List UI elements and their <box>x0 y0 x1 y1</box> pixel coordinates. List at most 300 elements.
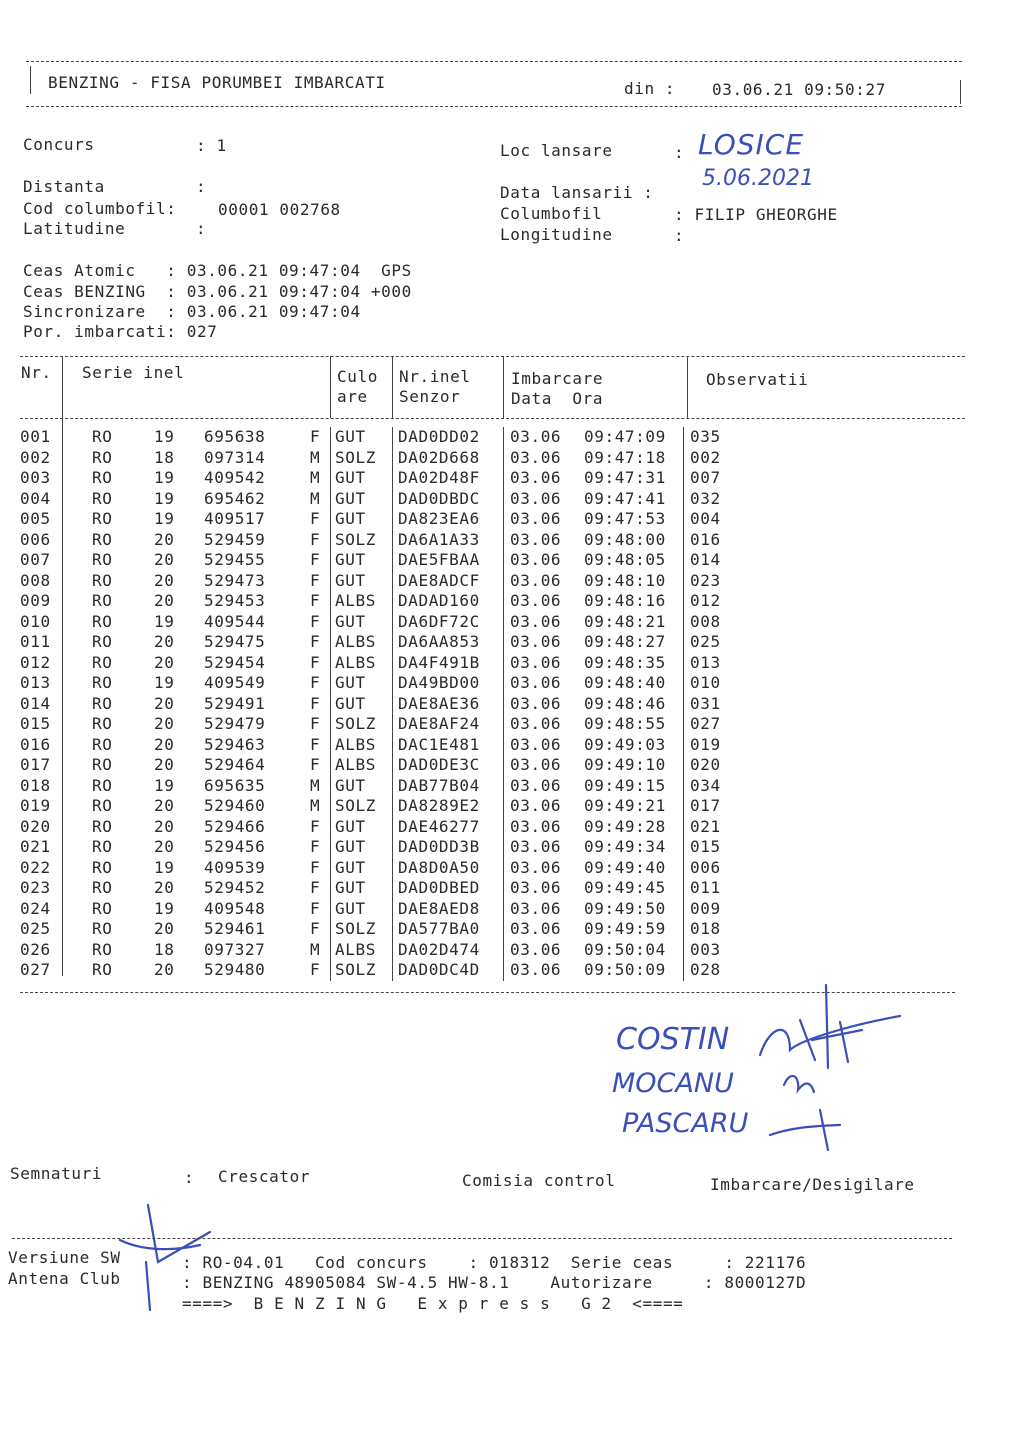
cell-obs: 016 <box>690 529 721 549</box>
cell-senzor: DAD0DE3C <box>398 755 480 774</box>
cell-data: 03.06 <box>510 447 562 467</box>
cell-ora: 09:49:10 <box>584 755 666 774</box>
cell-an: 19 <box>154 468 175 487</box>
cell-ora: 09:49:03 <box>584 734 666 754</box>
cell-serie: 529479 <box>204 714 266 733</box>
cell-nr: 009 <box>20 591 51 610</box>
cell-serie: 529473 <box>204 570 266 590</box>
cell-senzor: DAE46277 <box>398 816 480 836</box>
cell-serie: 529460 <box>204 796 266 815</box>
cell-senzor: DAD0DC4D <box>398 960 480 979</box>
cell-culoare: GUT <box>335 775 366 795</box>
cell-obs: 032 <box>690 488 721 508</box>
imbarcare-label: Imbarcare/Desigilare <box>710 1175 915 1194</box>
cell-serie: 529453 <box>204 591 266 610</box>
distanta-label: Distanta <box>23 177 105 196</box>
cell-data: 03.06 <box>510 857 562 877</box>
cell-serie: 097327 <box>204 939 266 959</box>
cell-culoare: ALBS <box>335 755 376 774</box>
cell-culoare: GUT <box>335 509 366 528</box>
header-culoare-2: are <box>337 387 368 406</box>
cell-data: 03.06 <box>510 509 562 528</box>
cell-an: 19 <box>154 509 175 528</box>
cell-obs: 017 <box>690 796 721 815</box>
cell-serie: 409542 <box>204 468 266 487</box>
cell-serie: 409544 <box>204 611 266 631</box>
cell-data: 03.06 <box>510 550 562 569</box>
cell-culoare: GUT <box>335 488 366 508</box>
cell-senzor: DADAD160 <box>398 591 480 610</box>
cell-tara: RO <box>92 570 113 590</box>
cell-obs: 010 <box>690 673 721 692</box>
cell-tara: RO <box>92 693 113 713</box>
cell-ora: 09:49:59 <box>584 919 666 938</box>
cell-an: 20 <box>154 837 175 856</box>
cell-serie: 529491 <box>204 693 266 713</box>
cell-an: 20 <box>154 919 175 938</box>
cell-nr: 002 <box>20 447 51 467</box>
distanta-value: : <box>196 177 207 196</box>
cell-data: 03.06 <box>510 673 562 692</box>
cell-data: 03.06 <box>510 939 562 959</box>
cell-culoare: GUT <box>335 427 366 446</box>
cell-culoare: GUT <box>335 570 366 590</box>
cell-ora: 09:48:40 <box>584 673 666 692</box>
cell-tara: RO <box>92 591 113 610</box>
cell-senzor: DA577BA0 <box>398 919 480 938</box>
cell-senzor: DAE5FBAA <box>398 550 480 569</box>
cell-sex: F <box>310 714 321 733</box>
cell-ora: 09:48:46 <box>584 693 666 713</box>
cell-nr: 006 <box>20 529 51 549</box>
cell-sex: F <box>310 591 321 610</box>
cell-an: 20 <box>154 755 175 774</box>
cell-nr: 024 <box>20 898 51 918</box>
cell-nr: 016 <box>20 734 51 754</box>
cell-an: 20 <box>154 529 175 549</box>
cell-an: 18 <box>154 447 175 467</box>
cell-obs: 035 <box>690 427 721 446</box>
cell-sex: F <box>310 898 321 918</box>
ceas-benzing: Ceas BENZING : 03.06.21 09:47:04 +000 <box>23 282 412 301</box>
latitudine-value: : <box>196 219 207 238</box>
cell-serie: 409549 <box>204 673 266 692</box>
cell-culoare: SOLZ <box>335 714 376 733</box>
cell-sex: M <box>310 488 321 508</box>
cell-senzor: DA6DF72C <box>398 611 480 631</box>
cell-obs: 008 <box>690 611 721 631</box>
cell-nr: 019 <box>20 796 51 815</box>
data-lansarii-handwritten: 5.06.2021 <box>702 166 814 191</box>
cell-tara: RO <box>92 488 113 508</box>
cell-senzor: DA8D0A50 <box>398 857 480 877</box>
cell-nr: 018 <box>20 775 51 795</box>
cell-data: 03.06 <box>510 837 562 856</box>
cell-ora: 09:50:04 <box>584 939 666 959</box>
comisia-label: Comisia control <box>462 1171 616 1190</box>
cell-sex: F <box>310 919 321 938</box>
cell-ora: 09:48:21 <box>584 611 666 631</box>
cell-nr: 001 <box>20 427 51 446</box>
cell-an: 19 <box>154 611 175 631</box>
header-nr-inel-1: Nr.inel <box>399 367 471 386</box>
cell-nr: 021 <box>20 837 51 856</box>
cell-an: 19 <box>154 427 175 446</box>
cell-an: 18 <box>154 939 175 959</box>
cell-senzor: DAE8AED8 <box>398 898 480 918</box>
cell-ora: 09:48:35 <box>584 652 666 672</box>
cell-obs: 004 <box>690 509 721 528</box>
cod-label: Cod columbofil: <box>23 199 177 218</box>
cell-culoare: GUT <box>335 468 366 487</box>
concurs-label: Concurs <box>23 135 95 154</box>
cell-senzor: DA02D48F <box>398 468 480 487</box>
cell-culoare: SOLZ <box>335 796 376 815</box>
cell-data: 03.06 <box>510 652 562 672</box>
cell-serie: 695638 <box>204 427 266 446</box>
cell-tara: RO <box>92 857 113 877</box>
cell-serie: 529463 <box>204 734 266 754</box>
cell-sex: F <box>310 529 321 549</box>
cell-an: 20 <box>154 693 175 713</box>
cell-sex: F <box>310 960 321 979</box>
sincronizare: Sincronizare : 03.06.21 09:47:04 <box>23 302 361 321</box>
header-culoare-1: Culo <box>337 367 378 386</box>
cell-culoare: GUT <box>335 693 366 713</box>
cell-nr: 027 <box>20 960 51 979</box>
cell-nr: 004 <box>20 488 51 508</box>
cell-culoare: GUT <box>335 611 366 631</box>
cell-nr: 026 <box>20 939 51 959</box>
longitudine-label: Longitudine <box>500 225 613 244</box>
cell-tara: RO <box>92 796 113 815</box>
cell-nr: 020 <box>20 816 51 836</box>
cell-an: 20 <box>154 734 175 754</box>
signature-mocanu: MOCANU <box>612 1068 734 1099</box>
loc-lansare-sep: : <box>674 143 685 162</box>
cell-an: 19 <box>154 857 175 877</box>
cell-tara: RO <box>92 529 113 549</box>
cell-data: 03.06 <box>510 591 562 610</box>
cell-culoare: ALBS <box>335 591 376 610</box>
cell-culoare: GUT <box>335 816 366 836</box>
cell-tara: RO <box>92 919 113 938</box>
cell-data: 03.06 <box>510 632 562 651</box>
cell-serie: 529475 <box>204 632 266 651</box>
header-imbarcare-1: Imbarcare <box>511 369 604 388</box>
cell-serie: 409548 <box>204 898 266 918</box>
cell-nr: 015 <box>20 714 51 733</box>
cell-tara: RO <box>92 447 113 467</box>
cell-culoare: ALBS <box>335 734 376 754</box>
cell-senzor: DAD0DBED <box>398 878 480 897</box>
cell-an: 20 <box>154 591 175 610</box>
cell-culoare: GUT <box>335 857 366 877</box>
cell-sex: F <box>310 755 321 774</box>
cell-data: 03.06 <box>510 796 562 815</box>
cell-tara: RO <box>92 960 113 979</box>
cell-sex: F <box>310 570 321 590</box>
benzing-express-banner: ====> B E N Z I N G E x p r e s s G 2 <==== <box>182 1294 684 1313</box>
cell-nr: 005 <box>20 509 51 528</box>
cell-ora: 09:49:45 <box>584 878 666 897</box>
cell-obs: 007 <box>690 468 721 487</box>
cell-senzor: DA6A1A33 <box>398 529 480 549</box>
versiune-sw-label: Versiune SW <box>8 1248 121 1267</box>
cell-tara: RO <box>92 611 113 631</box>
cell-ora: 09:47:09 <box>584 427 666 446</box>
cell-ora: 09:49:15 <box>584 775 666 795</box>
porumbei-imbarcati: Por. imbarcati: 027 <box>23 322 218 341</box>
columbofil-label: Columbofil <box>500 204 603 223</box>
cell-sex: M <box>310 447 321 467</box>
cell-sex: M <box>310 796 321 815</box>
document-title: BENZING - FISA PORUMBEI IMBARCATI <box>48 73 386 92</box>
cell-data: 03.06 <box>510 427 562 446</box>
cell-serie: 529454 <box>204 652 266 672</box>
cell-tara: RO <box>92 673 113 692</box>
cell-nr: 025 <box>20 919 51 938</box>
cell-an: 20 <box>154 960 175 979</box>
cell-tara: RO <box>92 837 113 856</box>
cell-nr: 013 <box>20 673 51 692</box>
cell-obs: 002 <box>690 447 721 467</box>
cell-sex: F <box>310 837 321 856</box>
cell-ora: 09:49:28 <box>584 816 666 836</box>
cell-data: 03.06 <box>510 919 562 938</box>
header-nr-inel-2: Senzor <box>399 387 461 406</box>
cell-serie: 529459 <box>204 529 266 549</box>
cell-sex: F <box>310 509 321 528</box>
antena-club-label: Antena Club <box>8 1269 121 1288</box>
cell-data: 03.06 <box>510 755 562 774</box>
cell-ora: 09:50:09 <box>584 960 666 979</box>
header-serie-inel: Serie inel <box>82 363 185 382</box>
cell-sex: M <box>310 775 321 795</box>
cell-data: 03.06 <box>510 529 562 549</box>
cell-senzor: DAD0DD3B <box>398 837 480 856</box>
date-value: 03.06.21 09:50:27 <box>712 80 886 99</box>
cell-senzor: DAD0DBDC <box>398 488 480 508</box>
cell-culoare: GUT <box>335 550 366 569</box>
cell-senzor: DA02D668 <box>398 447 480 467</box>
cell-obs: 006 <box>690 857 721 877</box>
cell-tara: RO <box>92 734 113 754</box>
cell-an: 19 <box>154 673 175 692</box>
cell-sex: F <box>310 734 321 754</box>
cell-senzor: DA823EA6 <box>398 509 480 528</box>
cell-tara: RO <box>92 632 113 651</box>
semnaturi-label: Semnaturi <box>10 1164 103 1183</box>
cell-obs: 019 <box>690 734 721 754</box>
cell-obs: 023 <box>690 570 721 590</box>
cell-data: 03.06 <box>510 714 562 733</box>
cell-data: 03.06 <box>510 878 562 897</box>
ceas-atomic: Ceas Atomic : 03.06.21 09:47:04 GPS <box>23 261 412 280</box>
cell-tara: RO <box>92 939 113 959</box>
cell-an: 19 <box>154 488 175 508</box>
cell-senzor: DAC1E481 <box>398 734 480 754</box>
header-nr: Nr. <box>21 363 52 382</box>
cell-an: 20 <box>154 714 175 733</box>
data-lansarii-label: Data lansarii : <box>500 183 654 202</box>
cell-obs: 020 <box>690 755 721 774</box>
cell-nr: 023 <box>20 878 51 897</box>
cell-data: 03.06 <box>510 488 562 508</box>
cell-data: 03.06 <box>510 693 562 713</box>
cell-culoare: ALBS <box>335 939 376 959</box>
cell-obs: 015 <box>690 837 721 856</box>
cell-senzor: DA8289E2 <box>398 796 480 815</box>
loc-lansare-label: Loc lansare <box>500 141 613 160</box>
cell-ora: 09:49:21 <box>584 796 666 815</box>
cell-nr: 017 <box>20 755 51 774</box>
cell-obs: 014 <box>690 550 721 569</box>
cell-nr: 008 <box>20 570 51 590</box>
cell-tara: RO <box>92 816 113 836</box>
cell-tara: RO <box>92 714 113 733</box>
cell-nr: 014 <box>20 693 51 713</box>
cell-culoare: SOLZ <box>335 529 376 549</box>
cell-serie: 529480 <box>204 960 266 979</box>
columbofil-value: : FILIP GHEORGHE <box>674 205 838 224</box>
cell-tara: RO <box>92 427 113 446</box>
cell-ora: 09:49:34 <box>584 837 666 856</box>
cod-value: 00001 002768 <box>218 200 341 219</box>
cell-senzor: DA6AA853 <box>398 632 480 651</box>
cell-obs: 011 <box>690 878 721 897</box>
cell-tara: RO <box>92 878 113 897</box>
cell-ora: 09:48:00 <box>584 529 666 549</box>
cell-an: 20 <box>154 632 175 651</box>
cell-tara: RO <box>92 468 113 487</box>
cell-obs: 009 <box>690 898 721 918</box>
cell-culoare: GUT <box>335 898 366 918</box>
footer-rule <box>12 1238 952 1239</box>
cell-serie: 529455 <box>204 550 266 569</box>
cell-senzor: DAE8AF24 <box>398 714 480 733</box>
cell-ora: 09:48:05 <box>584 550 666 569</box>
cell-senzor: DA4F491B <box>398 652 480 672</box>
cell-an: 20 <box>154 570 175 590</box>
cell-obs: 027 <box>690 714 721 733</box>
cell-data: 03.06 <box>510 898 562 918</box>
cell-ora: 09:48:27 <box>584 632 666 651</box>
cell-ora: 09:48:55 <box>584 714 666 733</box>
cell-tara: RO <box>92 550 113 569</box>
cell-nr: 022 <box>20 857 51 877</box>
cell-data: 03.06 <box>510 570 562 590</box>
cell-obs: 018 <box>690 919 721 938</box>
cell-data: 03.06 <box>510 734 562 754</box>
cell-culoare: GUT <box>335 673 366 692</box>
cell-senzor: DAD0DD02 <box>398 427 480 446</box>
longitudine-value: : <box>674 226 685 245</box>
cell-sex: F <box>310 652 321 672</box>
cell-an: 20 <box>154 878 175 897</box>
cell-sex: F <box>310 632 321 651</box>
cell-an: 20 <box>154 652 175 672</box>
concurs-value: : 1 <box>196 136 227 155</box>
header-imbarcare-2: Data Ora <box>511 389 604 408</box>
cell-obs: 021 <box>690 816 721 836</box>
header-observatii: Observatii <box>706 370 809 389</box>
cell-sex: F <box>310 673 321 692</box>
cell-serie: 529464 <box>204 755 266 774</box>
cell-senzor: DAB77B04 <box>398 775 480 795</box>
latitudine-label: Latitudine <box>23 219 126 238</box>
cell-culoare: ALBS <box>335 652 376 672</box>
cell-data: 03.06 <box>510 611 562 631</box>
cell-culoare: GUT <box>335 878 366 897</box>
cell-sex: M <box>310 468 321 487</box>
cell-nr: 007 <box>20 550 51 569</box>
cell-serie: 529456 <box>204 837 266 856</box>
cell-tara: RO <box>92 652 113 672</box>
signature-costin: COSTIN <box>616 1022 730 1057</box>
cell-an: 20 <box>154 796 175 815</box>
cell-an: 19 <box>154 775 175 795</box>
cell-ora: 09:47:18 <box>584 447 666 467</box>
cell-tara: RO <box>92 509 113 528</box>
cell-serie: 529461 <box>204 919 266 938</box>
cell-senzor: DA02D474 <box>398 939 480 959</box>
cell-obs: 034 <box>690 775 721 795</box>
cell-data: 03.06 <box>510 468 562 487</box>
cell-ora: 09:48:16 <box>584 591 666 610</box>
cell-obs: 012 <box>690 591 721 610</box>
cell-sex: F <box>310 427 321 446</box>
cell-tara: RO <box>92 755 113 774</box>
cell-obs: 003 <box>690 939 721 959</box>
cell-an: 20 <box>154 550 175 569</box>
date-label: din : <box>624 79 676 98</box>
cell-sex: M <box>310 939 321 959</box>
cell-sex: F <box>310 550 321 569</box>
cell-sex: F <box>310 857 321 877</box>
cell-ora: 09:48:10 <box>584 570 666 590</box>
cell-culoare: SOLZ <box>335 919 376 938</box>
cell-culoare: ALBS <box>335 632 376 651</box>
cell-nr: 012 <box>20 652 51 672</box>
cell-ora: 09:49:50 <box>584 898 666 918</box>
cell-data: 03.06 <box>510 816 562 836</box>
semnaturi-sep: : <box>184 1168 195 1187</box>
signature-pascaru: PASCARU <box>622 1108 749 1139</box>
cell-serie: 409517 <box>204 509 266 528</box>
cell-sex: F <box>310 878 321 897</box>
cell-obs: 028 <box>690 960 721 979</box>
cell-data: 03.06 <box>510 960 562 979</box>
cell-obs: 031 <box>690 693 721 713</box>
cell-obs: 025 <box>690 632 721 651</box>
cell-culoare: GUT <box>335 837 366 856</box>
cell-obs: 013 <box>690 652 721 672</box>
cell-serie: 409539 <box>204 857 266 877</box>
cell-culoare: SOLZ <box>335 960 376 979</box>
cell-sex: F <box>310 611 321 631</box>
cell-senzor: DAE8AE36 <box>398 693 480 713</box>
cell-senzor: DAE8ADCF <box>398 570 480 590</box>
cell-ora: 09:47:53 <box>584 509 666 528</box>
cell-serie: 097314 <box>204 447 266 467</box>
versiune-sw-line: : RO-04.01 Cod concurs : 018312 Serie ceas : 221176 <box>182 1253 807 1272</box>
loc-lansare-handwritten: LOSICE <box>698 128 805 161</box>
cell-serie: 529466 <box>204 816 266 836</box>
cell-culoare: SOLZ <box>335 447 376 467</box>
cell-an: 19 <box>154 898 175 918</box>
cell-senzor: DA49BD00 <box>398 673 480 692</box>
